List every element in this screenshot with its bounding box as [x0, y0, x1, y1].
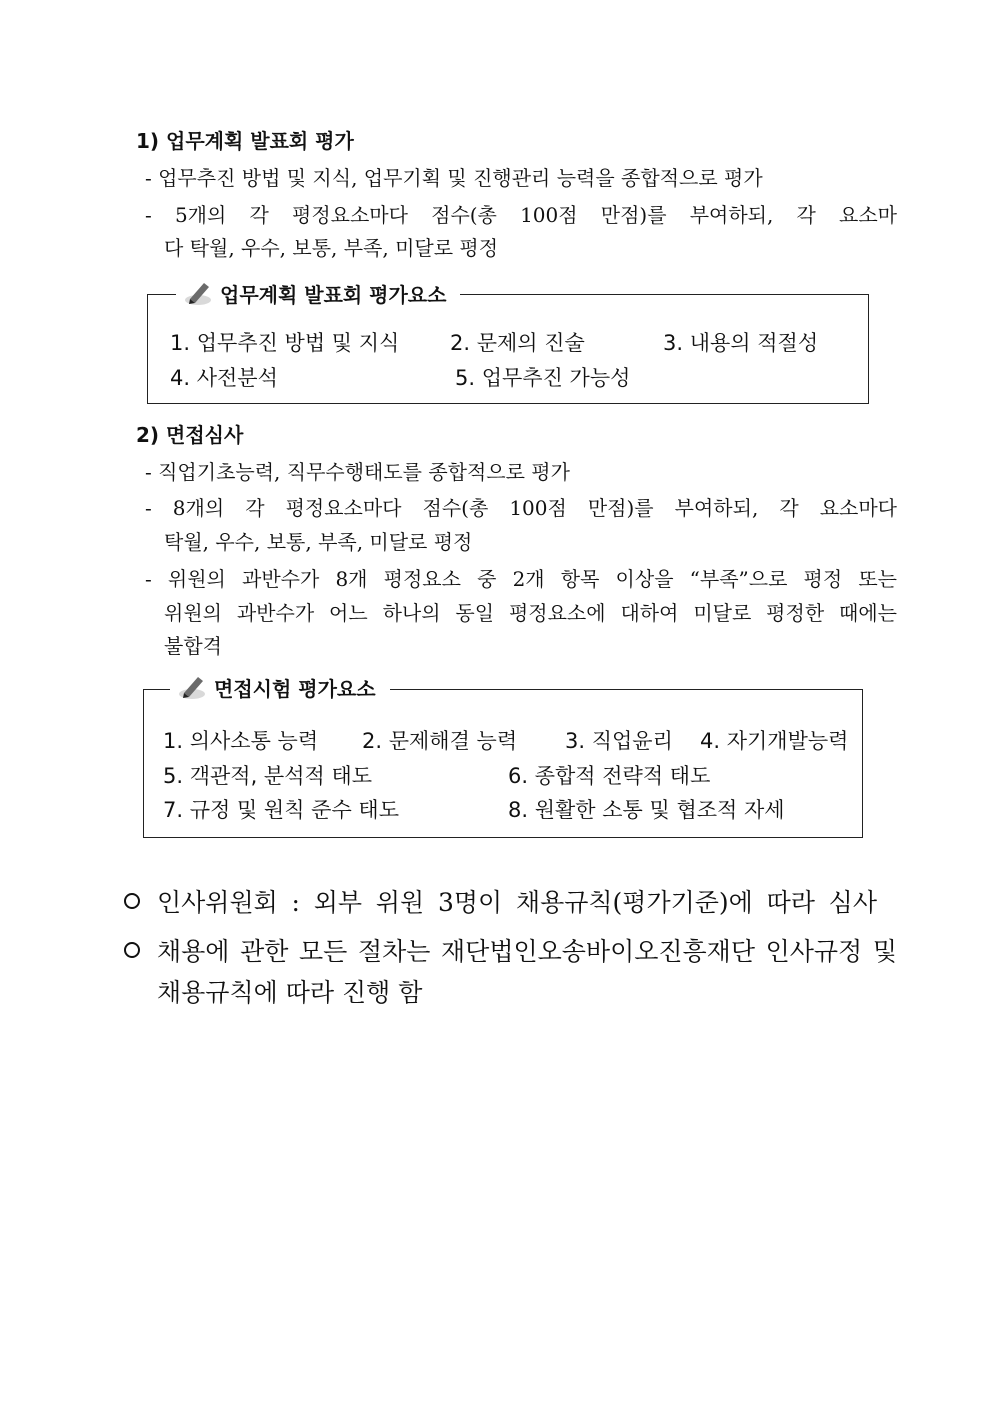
presentation-criteria-title-text: 업무계획 발표회 평가요소	[220, 282, 447, 307]
interview-item-3: 3. 직업윤리	[565, 729, 673, 753]
interview-item-8: 8. 원활한 소통 및 협조적 자세	[508, 798, 785, 822]
presentation-item-1: 1. 업무추진 방법 및 지식	[170, 331, 400, 355]
interview-item-2: 2. 문제해결 능력	[362, 729, 518, 753]
presentation-item-5: 5. 업무추진 가능성	[455, 366, 631, 390]
section-2-title: 2) 면접심사	[136, 423, 244, 447]
presentation-criteria-title	[176, 278, 460, 308]
interview-item-4: 4. 자기개발능력	[700, 729, 849, 753]
section-2-bullet-1: - 직업기초능력, 직무수행태도를 종합적으로 평가	[145, 460, 570, 484]
section-1-bullet-1: - 업무추진 방법 및 지식, 업무기획 및 진행관리 능력을 종합적으로 평가	[145, 166, 763, 190]
section-2-bullet-3-line-3: 불합격	[164, 634, 222, 658]
circle-bullet-icon	[124, 893, 140, 909]
interview-item-6: 6. 종합적 전략적 태도	[508, 764, 711, 788]
interview-criteria-title-text: 면접시험 평가요소	[214, 676, 376, 701]
presentation-item-3: 3. 내용의 적절성	[663, 331, 819, 355]
note-committee: 인사위원회 : 외부 위원 3명이 채용규칙(평가기준)에 따라 심사	[157, 888, 877, 917]
interview-item-7: 7. 규정 및 원칙 준수 태도	[163, 798, 399, 822]
interview-criteria-title	[170, 672, 390, 702]
section-1-bullet-2-line-2: 다 탁월, 우수, 보통, 부족, 미달로 평정	[164, 236, 499, 260]
section-2-bullet-3-line-2: 위원의 과반수가 어느 하나의 동일 평정요소에 대하여 미달로 평정한 때에는	[164, 601, 897, 625]
section-2-bullet-2-line-1: - 8개의 각 평정요소마다 점수(총 100점 만점)를 부여하되, 각 요소마다	[145, 496, 897, 520]
section-1-bullet-2-line-1: - 5개의 각 평정요소마다 점수(총 100점 만점)를 부여하되, 각 요소마	[145, 203, 897, 227]
section-2-bullet-2-line-2: 탁월, 우수, 보통, 부족, 미달로 평정	[164, 530, 473, 554]
note-procedure-line-1: 채용에 관한 모든 절차는 재단법인오송바이오진흥재단 인사규정 및	[157, 937, 897, 966]
section-1-title: 1) 업무계획 발표회 평가	[136, 129, 354, 153]
interview-item-5: 5. 객관적, 분석적 태도	[163, 764, 373, 788]
interview-item-1: 1. 의사소통 능력	[163, 729, 319, 753]
pen-icon	[184, 279, 214, 307]
note-procedure-line-2: 채용규칙에 따라 진행 함	[157, 978, 423, 1007]
circle-bullet-icon	[124, 942, 140, 958]
presentation-item-4: 4. 사전분석	[170, 366, 278, 390]
presentation-item-2: 2. 문제의 진술	[450, 331, 585, 355]
pen-icon	[178, 673, 208, 701]
section-2-bullet-3-line-1: - 위원의 과반수가 8개 평정요소 중 2개 항목 이상을 “부족”으로 평정 또는	[145, 567, 897, 591]
